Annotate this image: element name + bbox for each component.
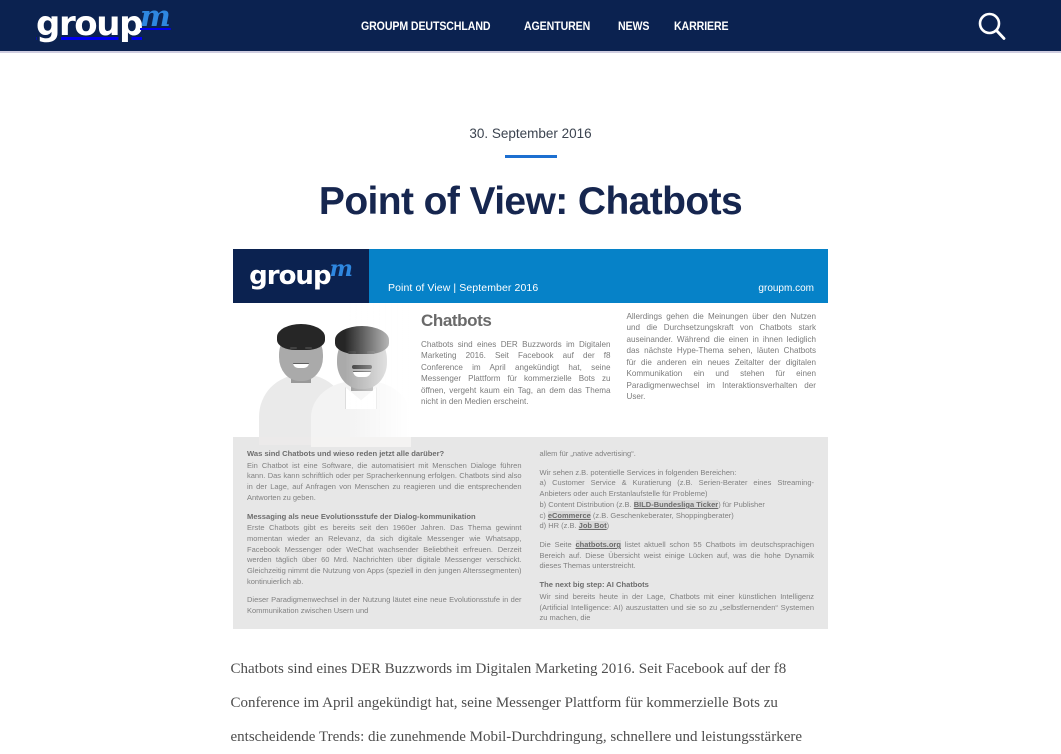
link-ecommerce[interactable]: eCommerce <box>548 511 591 520</box>
site-header <box>0 0 1061 53</box>
pdf-subheading-was-sind-chatbots: Was sind Chatbots und wieso reden jetzt alle darüber? <box>247 449 522 460</box>
logo-text-group: group <box>36 7 142 41</box>
pdf-right-service-d <box>540 521 815 532</box>
pdf-right-service-c <box>540 511 815 522</box>
pdf-body-section <box>233 437 828 629</box>
photo-person-b-mouth <box>353 371 371 377</box>
pdf-header-meta <box>369 249 828 303</box>
pdf-left-paragraph-1: Ein Chatbot ist eine Software, die automatisiert mit Menschen Dialoge führen kann. Das kann schriftlich oder per Spracherkennung erfolgen. Chatbots sind also in der Lage, auf Anfragen von Menschen zu reagieren und die entsprechenden Antworten zu geben. <box>247 461 522 504</box>
pdf-logo-text-m: m <box>330 256 353 282</box>
nav-item-karriere[interactable]: KARRIERE <box>674 21 729 33</box>
pdf-body-col-right <box>540 449 815 629</box>
page-title: Point of View: Chatbots <box>0 180 1061 224</box>
photo-person-a-body <box>259 375 347 445</box>
photo-person-a-eye-right <box>305 347 312 349</box>
two-men-photo <box>233 303 413 437</box>
article-date: 30. September 2016 <box>0 126 1061 141</box>
pdf-subheading-ai-chatbots: The next big step: AI Chatbots <box>540 580 815 591</box>
link-job-bot[interactable]: Job Bot <box>579 521 607 530</box>
photo-person-a-hair <box>277 324 325 350</box>
pdf-intro-right-text: Allerdings gehen die Meinungen über den Nutzen und die Durchsetzungskraft von Chatbots stark auseinander. Während die einen in ihnen lediglich das nächste Hype-Thema sehen, läuten Chatbots für die anderen ein neues Zeitalter der digitalen Kommunikation ein und stehen für einen Paradigmenwechsel im Interaktionsverhalten der User. <box>627 311 817 403</box>
service-d-pre: d) HR (z.B. <box>540 521 579 530</box>
photo-person-a-mouth <box>293 363 309 368</box>
link-chatbots-org[interactable]: chatbots.org <box>576 540 621 549</box>
pdf-body-col-left <box>247 449 522 629</box>
service-b-post: ) für Publisher <box>718 500 765 509</box>
photo-person-b-moustache <box>352 365 372 369</box>
photo-person-b-neck <box>351 371 373 391</box>
pdf-right-paragraph-3 <box>540 540 815 572</box>
pdf-left-paragraph-3: Dieser Paradigmenwechsel in der Nutzung läutet eine neue Evolutionsstufe in der Kommunikation zwischen Usern und <box>247 595 522 616</box>
nav-item-news[interactable]: NEWS <box>618 21 649 33</box>
site-logo[interactable] <box>36 7 171 45</box>
logo-text-m: m <box>140 2 171 31</box>
search-icon <box>973 8 1011 46</box>
service-b-pre: b) Content Distribution (z.B. <box>540 500 634 509</box>
nav-item-agenturen[interactable]: AGENTUREN <box>524 21 590 33</box>
pdf-preview[interactable] <box>233 249 828 629</box>
date-divider <box>505 155 557 158</box>
pdf-right-service-b <box>540 500 815 511</box>
photo-person-b-eye-left <box>348 351 356 354</box>
pdf-header <box>233 249 828 303</box>
pdf-intro-columns <box>413 303 828 437</box>
pdf-right-service-a: a) Customer Service & Kuratierung (z.B. Serien-Berater eines Streaming-Anbieters oder auch Erstanlaufstelle für Probleme) <box>540 478 815 499</box>
main-navigation <box>361 21 733 33</box>
photo-person-a-eye-left <box>290 347 297 349</box>
pdf-right-paragraph-4: Wir sind bereits heute in der Lage, Chatbots mit einer künstlichen Intelligenz (Artificial Intelligence: AI) auszustatten und sie so zu „selbstlernenden“ Systemen zu machen, die <box>540 592 815 624</box>
article-body <box>231 653 831 754</box>
service-d-post: ) <box>607 521 610 530</box>
pdf-header-site: groupm.com <box>758 283 814 294</box>
photo-person-a-neck <box>291 365 311 383</box>
pdf-intro-section <box>233 303 828 437</box>
pdf-intro-col-left <box>421 311 611 437</box>
pdf-right-paragraph-1: allem für „native advertising“. <box>540 449 815 460</box>
photo-person-b-head <box>337 331 387 389</box>
pdf-header-title: Point of View | September 2016 <box>388 282 538 294</box>
photo-person-b-body <box>311 381 411 447</box>
pdf-right-services-intro: Wir sehen z.B. potentielle Services in folgenden Bereichen: <box>540 468 815 479</box>
article-paragraph-2: entscheidende Trends: die zunehmende Mobil-Durchdringung, schnellere und leistungsstärkere <box>231 721 831 754</box>
paragraph-3-post: listet aktuell schon 55 Chatbots im deutschsprachigen Bereich auf. Diese Übersicht weist einige Lücken auf, was die hohe Dynamik dieses Themas unterstreicht. <box>540 540 815 570</box>
pdf-logo-text-group: group <box>249 263 330 289</box>
service-c-pre: c) <box>540 511 548 520</box>
search-button[interactable] <box>973 8 1011 46</box>
pdf-heading: Chatbots <box>421 311 611 331</box>
service-c-post: (z.B. Geschenkeberater, Shoppingberater) <box>591 511 734 520</box>
pdf-intro-col-right <box>627 311 817 437</box>
pdf-intro-left-text: Chatbots sind eines DER Buzzwords im Digitalen Marketing 2016. Seit Facebook auf der f8 Conference im April angekündigt hat, seine Messenger Plattform für kommerzielle Bots zu öffnen, vergeht kaum ein Tag, an dem das Thema nicht in den Medien erscheint. <box>421 339 611 408</box>
photo-person-a-head <box>279 329 323 381</box>
photo-person-b-collar <box>345 387 377 409</box>
link-bild-bundesliga-ticker[interactable]: BILD-Bundesliga Ticker <box>634 500 718 509</box>
photo-person-b-eye-right <box>367 351 375 354</box>
pdf-left-paragraph-2: Erste Chatbots gibt es bereits seit den 1960er Jahren. Das Thema gewinnt momentan wieder an Relevanz, da sich digitale Messenger wie Whatsapp, Facebook Messenger oder WeChat wachsender Beliebtheit erfreuen. Derzeit werden täglich über 60 Mrd. Nachrichten über digitale Messenger verschickt. Gleichzeitig nimmt die Nutzung von Apps (speziell in den jungen Alterssegmenten) kontinuierlich ab. <box>247 523 522 587</box>
nav-item-groupm-deutschland[interactable]: GROUPM DEUTSCHLAND <box>361 21 490 33</box>
article-paragraph-1: Chatbots sind eines DER Buzzwords im Digitalen Marketing 2016. Seit Facebook auf der f8 Conference im April angekündigt hat, seine Messenger Plattform für kommerzielle Bots zu <box>231 653 831 721</box>
pdf-logo <box>233 249 369 303</box>
photo-person-b-hair <box>335 326 389 354</box>
paragraph-3-pre: Die Seite <box>540 540 576 549</box>
photo-greyscale-overlay <box>233 303 413 437</box>
pdf-subheading-messaging: Messaging als neue Evolutionsstufe der Dialog-kommunikation <box>247 512 522 523</box>
